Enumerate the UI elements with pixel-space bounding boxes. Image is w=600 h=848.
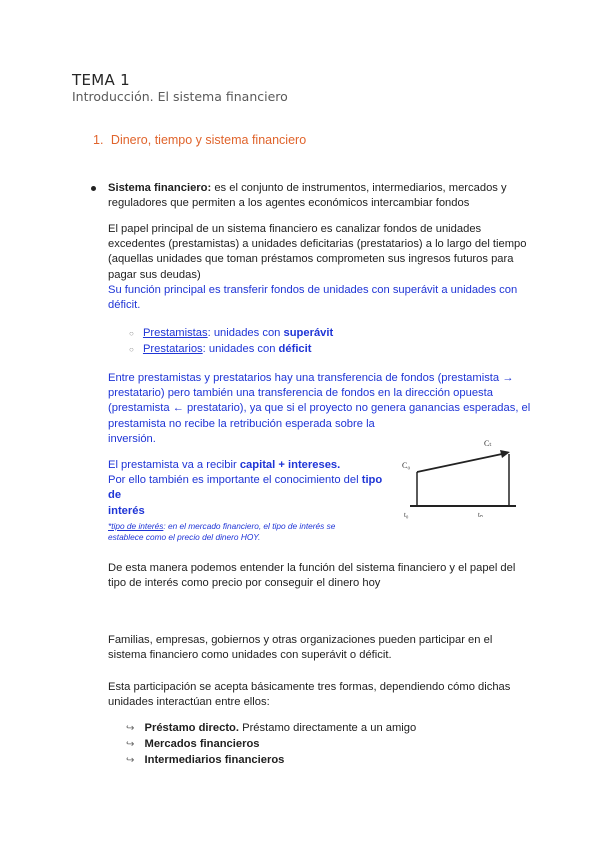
sublist-strong: déficit — [278, 343, 312, 356]
form-item — [126, 737, 416, 752]
forms-list — [126, 721, 416, 769]
paragraph-3 — [108, 458, 398, 544]
growth-line — [417, 454, 502, 472]
para2-line: Entre prestamistas y prestatarios hay una transferencia de fondos (prestamista → — [108, 372, 514, 384]
para6-line: unidades interactúan entre ellos: — [108, 696, 270, 709]
para1-line: pagar sus deudas) — [108, 268, 201, 281]
para3-line-1 — [108, 458, 398, 473]
para5-line: Familias, empresas, gobiernos y otras organizaciones pueden participar en el — [108, 634, 493, 646]
label-t0: t₀ — [404, 511, 409, 519]
para1-line: (aquellas unidades que toman préstamos comprometen sus ingresos futuros para — [108, 253, 514, 266]
page-subtitle: Introducción. El sistema financiero — [72, 89, 288, 104]
sublist-item-prestatarios — [129, 342, 333, 357]
para6-line: Esta participación se acepta básicamente tres formas, dependiendo cómo dichas — [108, 681, 511, 693]
form-strong: Mercados financieros — [144, 738, 260, 751]
form-text: Préstamo directamente a un amigo — [239, 722, 417, 734]
curved-arrow-icon: ↪ — [126, 755, 135, 767]
definition-text-1: es el conjunto de instrumentos, intermediarios, mercados y — [211, 182, 507, 194]
page-title: TEMA 1 — [72, 71, 130, 89]
bullet-dot-icon — [91, 186, 96, 191]
para4-line: De esta manera podemos entender la función del sistema financiero y el papel del — [108, 562, 516, 574]
para1-blue-line: Su función principal es transferir fondos de unidades con superávit a unidades con — [108, 283, 518, 296]
ring-bullet-icon: ○ — [129, 329, 134, 338]
para2-line: (prestamista ← prestatario), ya que si el proyecto no genera ganancias esperadas, el — [108, 402, 531, 415]
paragraph-4 — [108, 561, 515, 591]
cashflow-diagram — [398, 436, 518, 520]
form-item — [126, 753, 416, 768]
para3-text: El prestamista va a recibir — [108, 459, 240, 471]
sublist-strong: superávit — [283, 327, 334, 339]
form-strong: Préstamo directo. — [144, 722, 240, 734]
section-number: 1. — [93, 133, 104, 147]
para3-strong: tipo de — [108, 474, 383, 502]
sublist-item-prestamistas — [129, 326, 333, 341]
ring-bullet-icon: ○ — [129, 345, 134, 355]
interest-note-line-1 — [108, 521, 398, 533]
form-strong: Intermediarios financieros — [144, 754, 285, 767]
prestamistas-link[interactable]: Prestamistas — [142, 327, 208, 339]
note-text: : en el mercado financiero, el tipo de interés se — [163, 520, 336, 531]
para1-line: El papel principal de un sistema financiero es canalizar fondos de unidades — [108, 223, 482, 235]
para3-text: Por ello también es importante el conocimiento del — [108, 474, 362, 487]
curved-arrow-icon: ↪ — [126, 739, 135, 751]
sublist-text: : unidades con — [207, 327, 284, 339]
para3-line-3: interés — [108, 504, 145, 517]
label-ct: Cₜ — [484, 439, 492, 448]
definition-line-1 — [108, 181, 507, 196]
para4-line: tipo de interés como precio por conseguir el dinero hoy — [108, 577, 381, 590]
paragraph-1 — [108, 222, 527, 313]
interest-note-link[interactable]: *tipo de interés — [108, 520, 164, 531]
form-item — [126, 721, 416, 736]
definition-line-2: reguladores que permiten a los agentes económicos intercambiar fondos — [108, 197, 470, 209]
para1-line: excedentes (prestamistas) a unidades deficitarias (prestatarios) a lo largo del tiempo — [108, 238, 527, 251]
sublist — [129, 326, 333, 357]
sublist-text: : unidades con — [202, 343, 279, 356]
label-tn: tₙ — [478, 511, 483, 519]
section-heading — [93, 133, 306, 147]
interest-note-line-2: establece como el precio del dinero HOY. — [108, 532, 261, 543]
definition-term: Sistema financiero: — [108, 182, 212, 194]
para5-line: sistema financiero como unidades con superávit o déficit. — [108, 649, 392, 662]
paragraph-6 — [108, 680, 510, 710]
para2-line: prestatario) pero también una transferencia de fondos en la dirección opuesta — [108, 387, 493, 400]
para2-line: inversión. — [108, 432, 156, 445]
label-c0: C₀ — [402, 461, 411, 470]
curved-arrow-icon: ↪ — [126, 723, 135, 734]
para1-blue-line: déficit. — [108, 299, 141, 312]
para3-strong: capital + intereses. — [239, 459, 341, 471]
para3-line-2 — [108, 473, 398, 503]
para2-line: prestamista no recibe la retribución esperada sobre la — [108, 417, 375, 430]
section-title: Dinero, tiempo y sistema financiero — [110, 133, 307, 147]
paragraph-5 — [108, 633, 492, 663]
prestatarios-link[interactable]: Prestatarios — [142, 343, 203, 356]
